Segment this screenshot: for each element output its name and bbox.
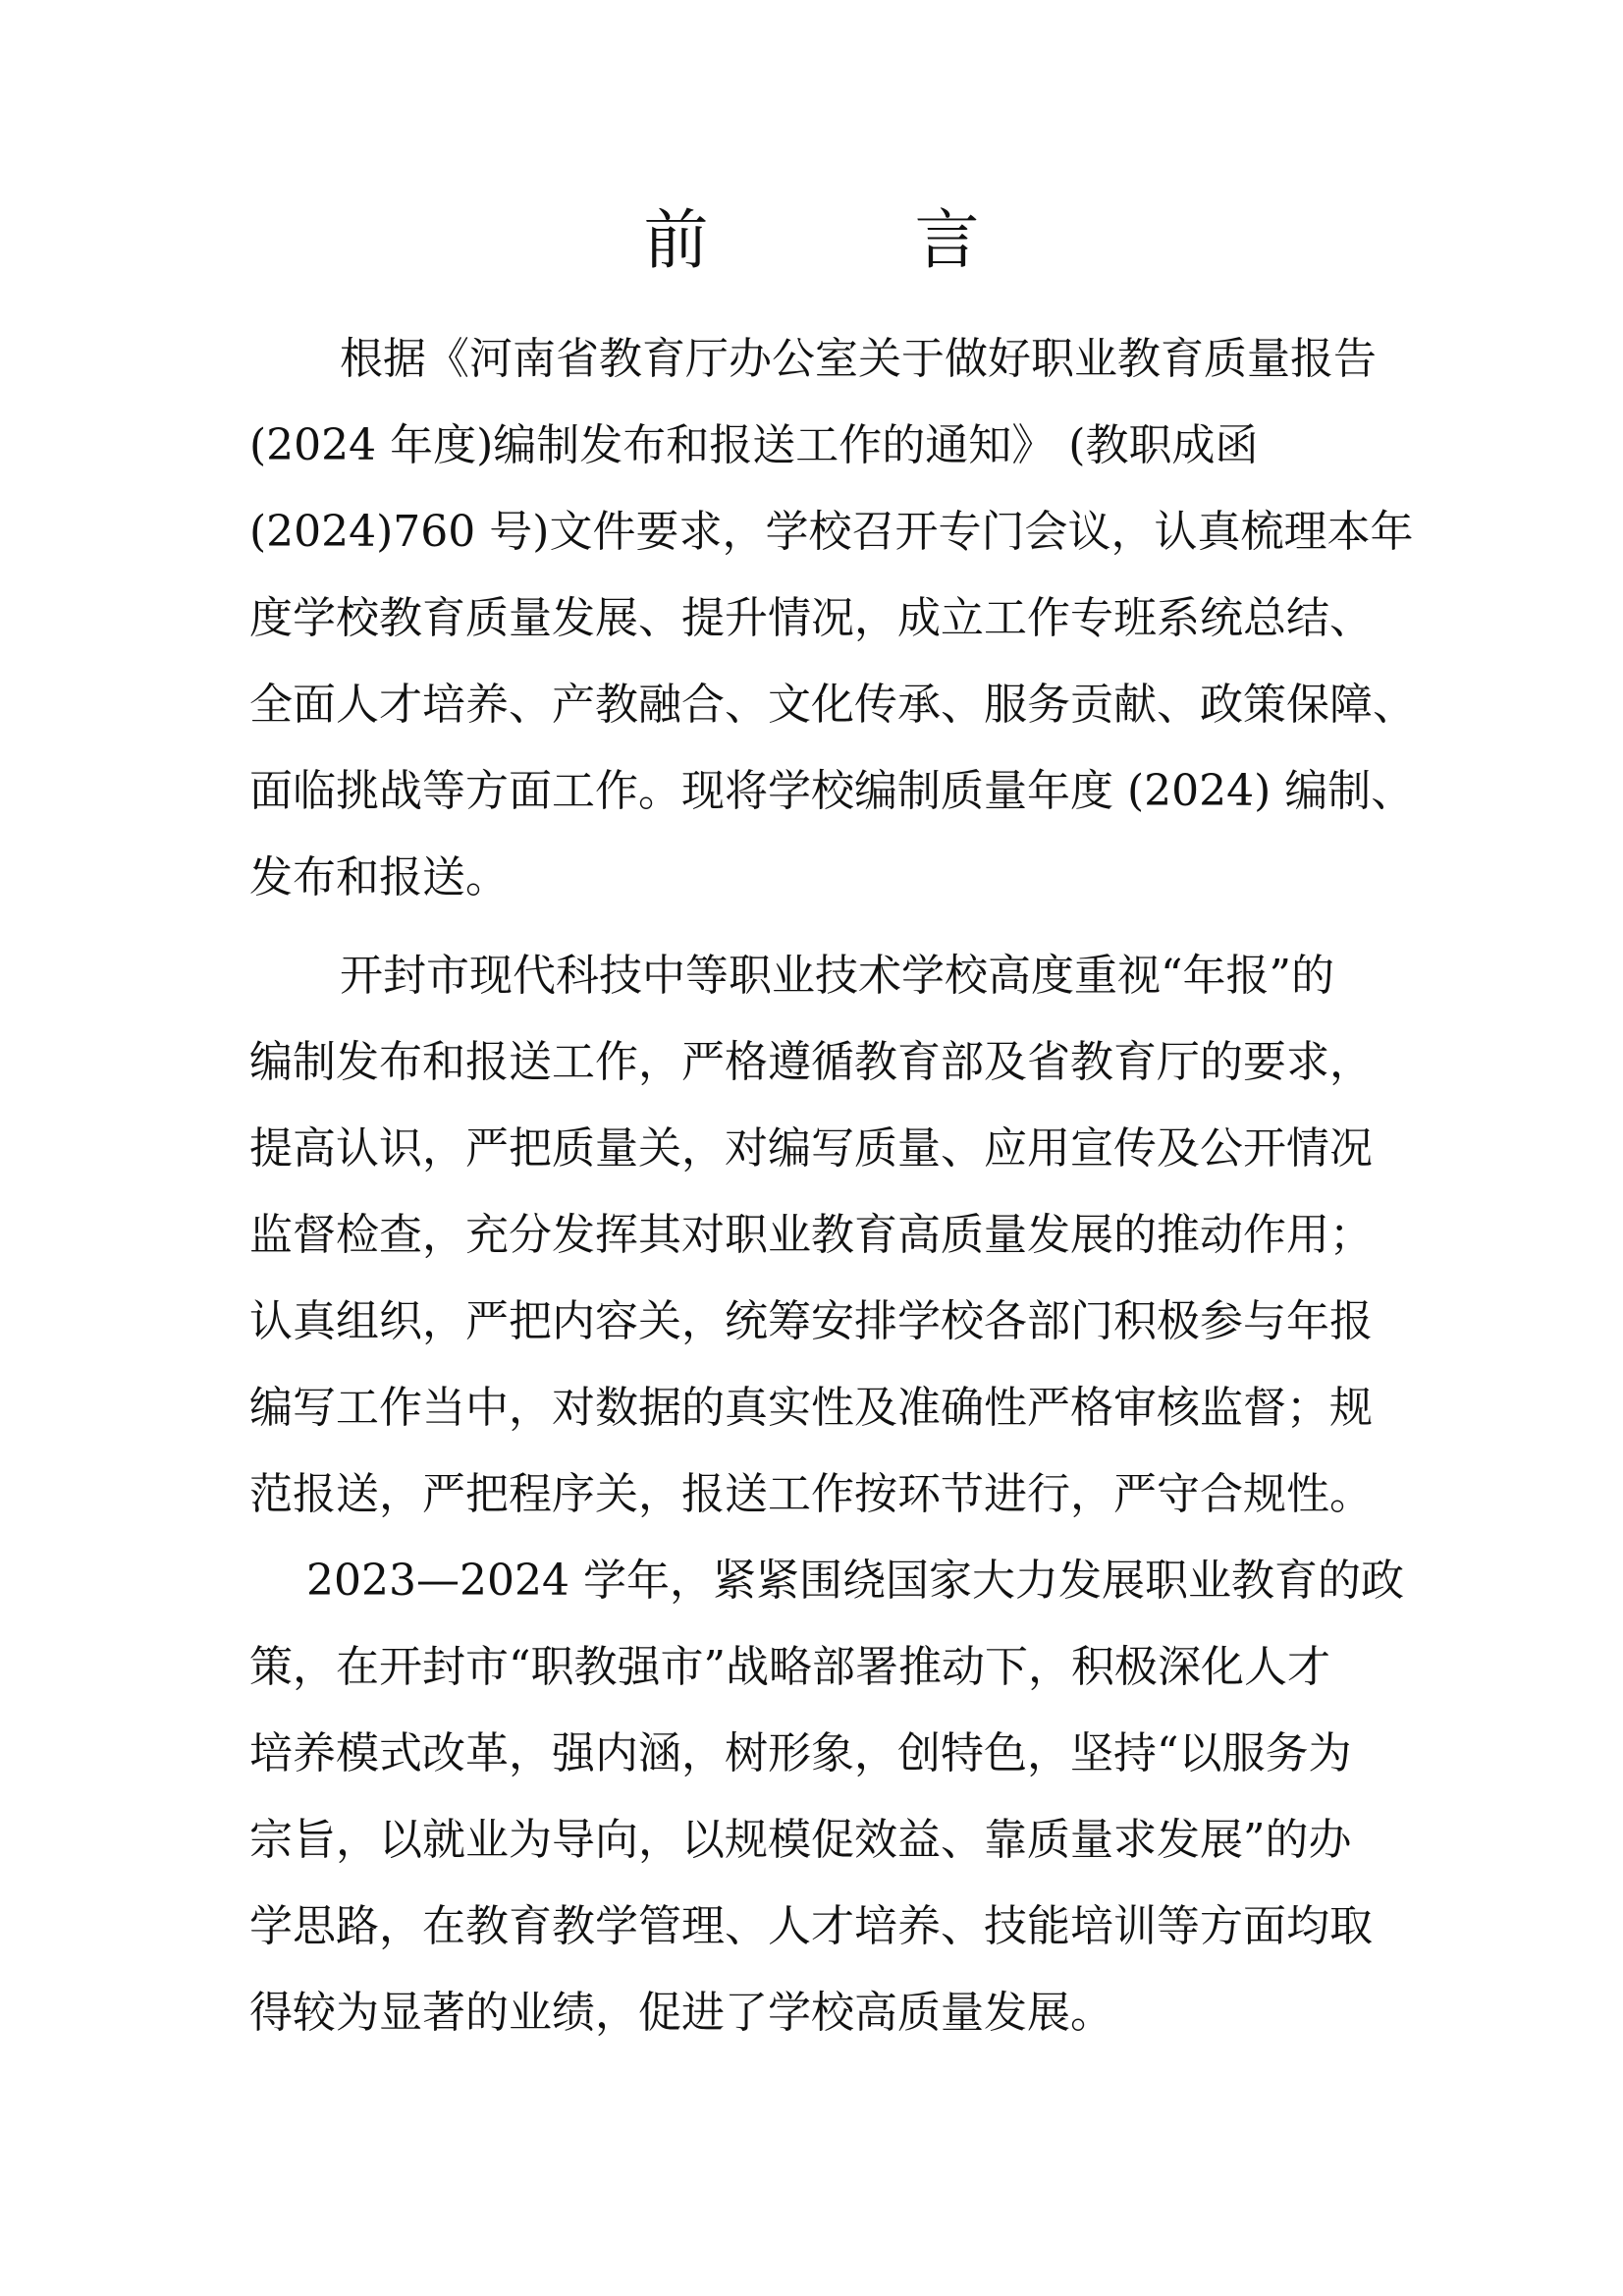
paragraph-line: 编制发布和报送工作，严格遵循教育部及省教育厅的要求， [249,1037,1373,1087]
paragraph-line: (2024 年度)编制发布和报送工作的通知》 (教职成函 [249,420,1259,470]
paragraph-line: 学思路，在教育教学管理、人才培养、技能培训等方面均取 [249,1901,1373,1951]
document-body [249,316,1416,2056]
paragraph-line: (2024)760 号)文件要求，学校召开专门会议，认真梳理本年 [249,507,1414,557]
paragraph-line: 2023—2024 学年，紧紧围绕国家大力发展职业教育的政 [306,1556,1404,1606]
paragraph-line: 宗旨，以就业为导向，以规模促效益、靠质量求发展”的办 [249,1815,1352,1865]
paragraph-line: 面临挑战等方面工作。现将学校编制质量年度 (2024) 编制、 [249,766,1415,816]
paragraph-line: 认真组织，严把内容关，统筹安排学校各部门积极参与年报 [249,1296,1373,1346]
page-title: 前 言 [643,202,1051,278]
paragraph-2 [249,933,1390,1538]
paragraph-line: 发布和报送。 [249,852,509,902]
paragraph-line: 根据《河南省教育厅办公室关于做好职业教育质量报告 [340,334,1377,384]
paragraph-line: 监督检查，充分发挥其对职业教育高质量发展的推动作用； [249,1210,1373,1260]
paragraph-line: 度学校教育质量发展、提升情况，成立工作专班系统总结、 [249,593,1373,643]
paragraph-line: 编写工作当中，对数据的真实性及准确性严格审核监督；规 [249,1383,1373,1433]
paragraph-line: 提高认识，严把质量关，对编写质量、应用宣传及公开情况 [249,1123,1373,1174]
paragraph-line: 得较为显著的业绩，促进了学校高质量发展。 [249,1988,1113,2038]
paragraph-line: 范报送，严把程序关，报送工作按环节进行，严守合规性。 [249,1469,1373,1519]
paragraph-line: 开封市现代科技中等职业技术学校高度重视“年报”的 [340,951,1334,1001]
paragraph-3 [249,1538,1404,2056]
paragraph-line: 全面人才培养、产教融合、文化传承、服务贡献、政策保障、 [249,680,1416,730]
paragraph-line: 培养模式改革，强内涵，树形象，创特色，坚持“以服务为 [249,1728,1352,1778]
paragraph-line: 策，在开封市“职教强市”战略部署推动下，积极深化人才 [249,1642,1330,1692]
paragraph-1 [249,316,1416,921]
